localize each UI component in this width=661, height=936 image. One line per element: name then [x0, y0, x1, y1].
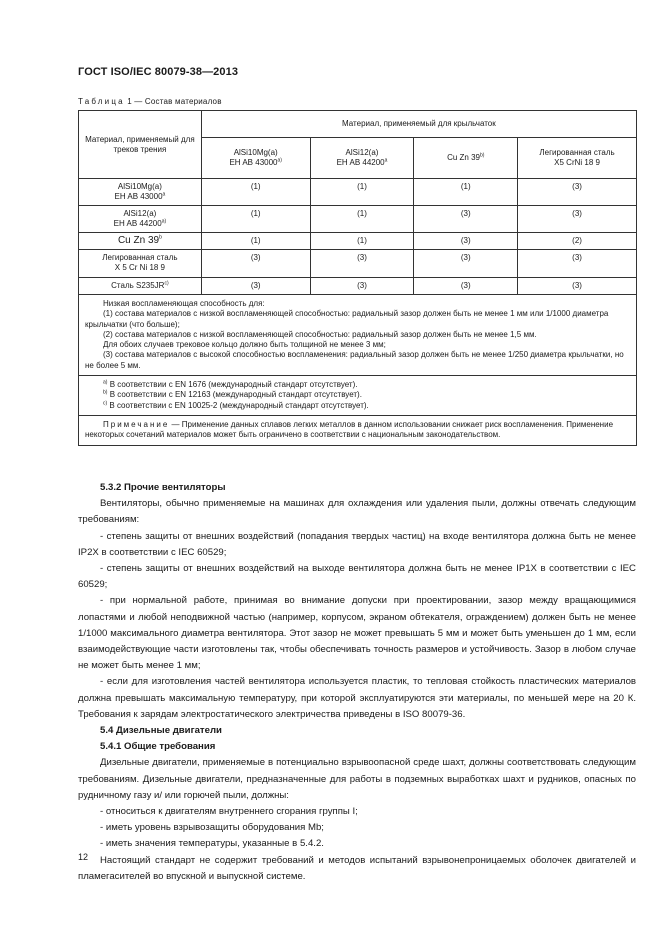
- table-cell: (3): [414, 206, 518, 233]
- body-text: [78, 480, 636, 885]
- paragraph: Вентиляторы, обычно применяемые на машинах для охлаждения или удаления пыли, должны отвечать следующим требованиям:: [78, 498, 636, 526]
- row-line2: EH AB 43000: [114, 192, 163, 201]
- paragraph: - относиться к двигателям внутреннего сгорания группы I;: [100, 806, 358, 818]
- row-label: [79, 233, 202, 250]
- row-sup: a): [161, 218, 167, 225]
- table-row: [79, 278, 637, 295]
- row-label: [79, 206, 202, 233]
- left-header-text: Материал, применяемый для треков трения: [85, 134, 195, 154]
- footnote-text: В соответствии с EN 12163 (международный стандарт отсутствует).: [109, 390, 362, 400]
- section-heading: 5.3.2 Прочие вентиляторы: [100, 482, 226, 493]
- paragraph: - степень защиты от внешних воздействий (попадания твердых частиц) на входе вентилятора должна быть не менее IP2X в соответствии с IEC 60529;: [78, 530, 636, 558]
- table-cell: (1): [201, 233, 310, 250]
- row-line1: AlSi12(a): [123, 209, 157, 218]
- row-label: [79, 278, 202, 295]
- table-cell: (1): [310, 179, 414, 206]
- col-sup: b): [480, 152, 485, 159]
- footnote-text: В соответствии с EN 1676 (международный стандарт отсутствует).: [109, 380, 358, 390]
- top-header-cell: [201, 111, 636, 138]
- row-sup: b: [159, 234, 162, 241]
- row-line2: EH AB 44200: [113, 219, 162, 228]
- table-cell: (3): [414, 278, 518, 295]
- col-sup: a): [277, 157, 282, 164]
- table-cell: (3): [201, 278, 310, 295]
- column-header: [201, 138, 310, 179]
- table-row: [79, 179, 637, 206]
- table-cell: (3): [414, 233, 518, 250]
- primechanie-body: — Применение данных сплавов легких металлов в данном использовании снижает риск воспламенения. Применение некоторых сочетаний материалов может быть ограничено в соответствии с национальным законодательством.: [85, 419, 614, 440]
- table-cell: (3): [201, 250, 310, 278]
- notes-cell: [79, 295, 637, 376]
- footnote-mark: a): [103, 379, 108, 386]
- table-cell: (3): [518, 179, 637, 206]
- row-sup: a: [162, 191, 166, 198]
- column-header: [414, 138, 518, 179]
- column-header: [518, 138, 637, 179]
- primechanie-text: [85, 420, 630, 441]
- paragraph: - степень защиты от внешних воздействий на выходе вентилятора должна быть не менее IP1X в соответствии с IEC 60529;: [78, 563, 636, 591]
- row-label: [79, 179, 202, 206]
- table-cell: (1): [414, 179, 518, 206]
- footnote-text: В соответствии с EN 10025-2 (международный стандарт отсутствует).: [109, 400, 369, 410]
- page-number: 12: [78, 852, 89, 862]
- col-line1: Cu Zn 39: [447, 153, 480, 162]
- row-sup: c): [164, 280, 169, 287]
- left-header-cell: [79, 111, 202, 179]
- primechanie-label: Примечание: [103, 419, 170, 429]
- footnote-mark: b): [103, 389, 108, 396]
- col-line2: X5 CrNi 18 9: [554, 158, 600, 167]
- col-line2: EH AB 44200: [336, 158, 385, 167]
- footnote: [85, 390, 630, 400]
- table-row: [79, 250, 637, 278]
- paragraph: Дизельные двигатели, применяемые в потенциально взрывоопасной среде шахт, должны соответствовать следующим требованиям. Дизельные двигатели, предназначенные для работы в подземных выработках шахт и рудников, опасных по рудничному газу и/ или горючей пыли, должны:: [78, 757, 636, 801]
- section-heading: 5.4 Дизельные двигатели: [100, 725, 222, 737]
- table-cell: (3): [414, 250, 518, 278]
- row-line1: Cu Zn 39: [117, 235, 160, 246]
- paragraph: - иметь значения температуры, указанные в 5.4.2.: [100, 838, 324, 850]
- column-header: [310, 138, 414, 179]
- top-header-text: Материал, применяемый для крыльчаток: [342, 119, 496, 128]
- footnote: [85, 401, 630, 411]
- note-line: Для обоих случаев трековое кольцо должно быть толщиной не менее 3 мм;: [103, 340, 386, 350]
- table-cell: (3): [518, 250, 637, 278]
- note-line: Низкая воспламеняющая способность для:: [103, 299, 265, 308]
- row-line1: Сталь S235JR: [111, 281, 165, 290]
- document-header: ГОСТ ISO/IEC 80079-38—2013: [78, 66, 239, 78]
- note-line: (1) состава материалов с низкой воспламеняющей способностью: радиальный зазор должен быть не менее 1 мм или 1/1000 диаметра крыльчатки (что больше);: [85, 309, 609, 329]
- col-sup: a: [384, 157, 388, 164]
- footnotes-cell: [79, 376, 637, 416]
- paragraph: - иметь уровень взрывозащиты оборудования Mb;: [100, 822, 324, 834]
- paragraph: - при нормальной работе, принимая во внимание допуски при проектировании, зазор между вращающимися лопастями и любой неподвижной частью (например, корпусом, экраном обтекателя, ограждением) должен быть не менее 1/1000 максимального диаметра вентилятора. Этот зазор не может превышать 5 мм и может быть уменьшен до 1 мм, если взаимодействующие части изготовлены так, чтобы обеспечивать точность размеров и устойчивость. Зазор в любом случае не может быть менее 1 мм;: [78, 595, 636, 672]
- notes-row: [79, 295, 637, 376]
- primechanie-cell: [79, 415, 637, 445]
- table-caption-title: 1 — Состав материалов: [124, 97, 222, 106]
- row-line1: Легированная сталь: [102, 253, 178, 262]
- row-line2: X 5 Cr Ni 18 9: [114, 263, 166, 272]
- footnote-mark: c): [103, 400, 108, 407]
- table-cell: (1): [201, 206, 310, 233]
- col-line2: EH AB 43000: [229, 158, 278, 167]
- table-cell: (1): [201, 179, 310, 206]
- footnotes-row: [79, 376, 637, 416]
- note-line: (3) состава материалов с высокой способностью воспламенения: радиальный зазор должен быть не менее 1/250 диаметра крыльчатки, но не более 5 мм.: [85, 350, 624, 370]
- materials-table: [78, 110, 637, 446]
- col-line1: Легированная сталь: [539, 148, 615, 157]
- section-heading: 5.4.1 Общие требования: [100, 741, 216, 753]
- paragraph: Настоящий стандарт не содержит требований и методов испытаний взрывонепроницаемых оболочек двигателей и пламегасителей во впускной и выпускной системе.: [78, 854, 636, 882]
- table-cell: (3): [518, 278, 637, 295]
- primechanie-row: [79, 415, 637, 445]
- table-cell: (3): [310, 278, 414, 295]
- footnote: [85, 380, 630, 390]
- table-caption-label: Таблица: [78, 97, 125, 106]
- paragraph: - если для изготовления частей вентилятора используется пластик, то тепловая стойкость пластических материалов должна превышать максимальную температуру, при которой эксплуатируются эти материалы, по меньшей мере на 20 К. Требования к зарядам электростатического электричества приведены в ISO 80079-36.: [78, 676, 636, 720]
- table-cell: (3): [518, 206, 637, 233]
- table-row: [79, 206, 637, 233]
- table-row: [79, 233, 637, 250]
- row-label: [79, 250, 202, 278]
- col-line1: AlSi12(a): [345, 148, 379, 157]
- col-line1: AlSi10Mg(a): [233, 148, 278, 157]
- row-line1: AlSi10Mg(a): [117, 182, 162, 191]
- table-caption: [78, 97, 222, 106]
- table-cell: (1): [310, 233, 414, 250]
- table-cell: (3): [310, 250, 414, 278]
- table-cell: (1): [310, 206, 414, 233]
- table-cell: (2): [518, 233, 637, 250]
- note-line: (2) состава материалов с низкой воспламеняющей способностью: радиальный зазор должен быть не менее 1,5 мм.: [103, 329, 537, 339]
